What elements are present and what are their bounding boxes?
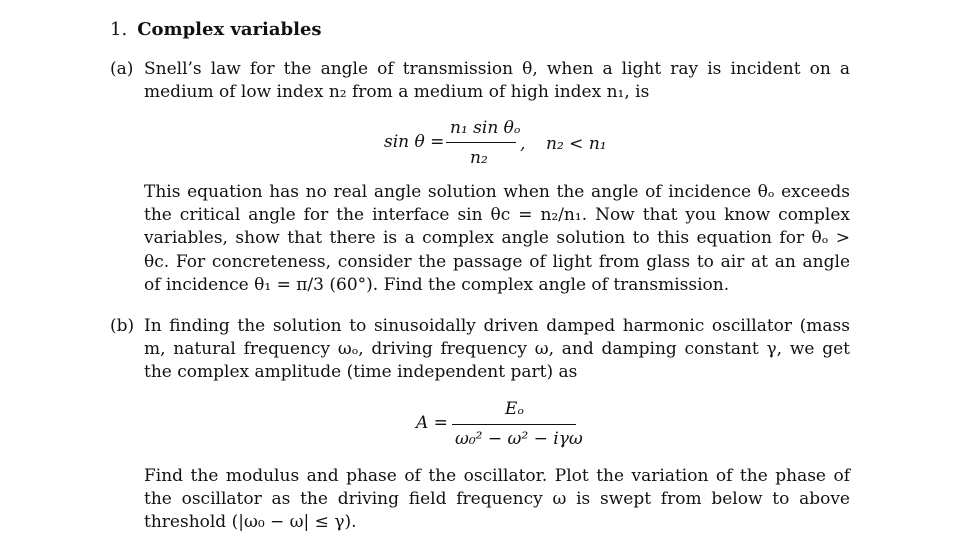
amplitude-numerator: Eₒ (505, 399, 524, 419)
snell-lhs: sin θ = (384, 132, 445, 152)
snell-fraction-bar (446, 142, 516, 143)
part-b-body: Find the modulus and phase of the oscillator. Plot the variation of the phase of the oscillator as the driving field frequency ω is swept from below to above threshold (|ω₀ − ω| ≤ γ). (144, 466, 850, 533)
snell-comma: , (520, 134, 526, 154)
amplitude-lhs: A = (416, 413, 448, 433)
snell-condition: n₂ < n₁ (546, 134, 607, 154)
snell-denominator: n₂ (470, 148, 488, 168)
problem-heading (110, 18, 322, 41)
problem-number: 1. (110, 19, 128, 40)
part-b-intro: In finding the solution to sinusoidally driven damped harmonic oscillator (mass m, natural frequency ωₒ, driving frequency ω, and damping constant γ, we get the complex amplitude (time independent part) as (144, 316, 850, 383)
part-b-label: (b) (110, 316, 135, 336)
amplitude-denominator: ω₀² − ω² − iγω (455, 429, 583, 449)
part-a-label: (a) (110, 59, 134, 79)
part-a-intro: Snell’s law for the angle of transmission θ, when a light ray is incident on a medium of low index n₂ from a medium of high index n₁, is (144, 59, 850, 103)
snell-numerator: n₁ sin θₒ (450, 118, 521, 138)
part-a-body: This equation has no real angle solution when the angle of incidence θₒ exceeds the critical angle for the interface sin θc = n₂/n₁. Now that you know complex variables, show that there is a complex angle solution to this equation for θₒ > θc. For concreteness, consider the passage of light from glass to air at an angle of incidence θ₁ = π/3 (60°). Find the complex angle of transmission. (144, 182, 850, 295)
problem-title: Complex variables (137, 19, 322, 40)
amplitude-fraction-bar (452, 424, 576, 425)
